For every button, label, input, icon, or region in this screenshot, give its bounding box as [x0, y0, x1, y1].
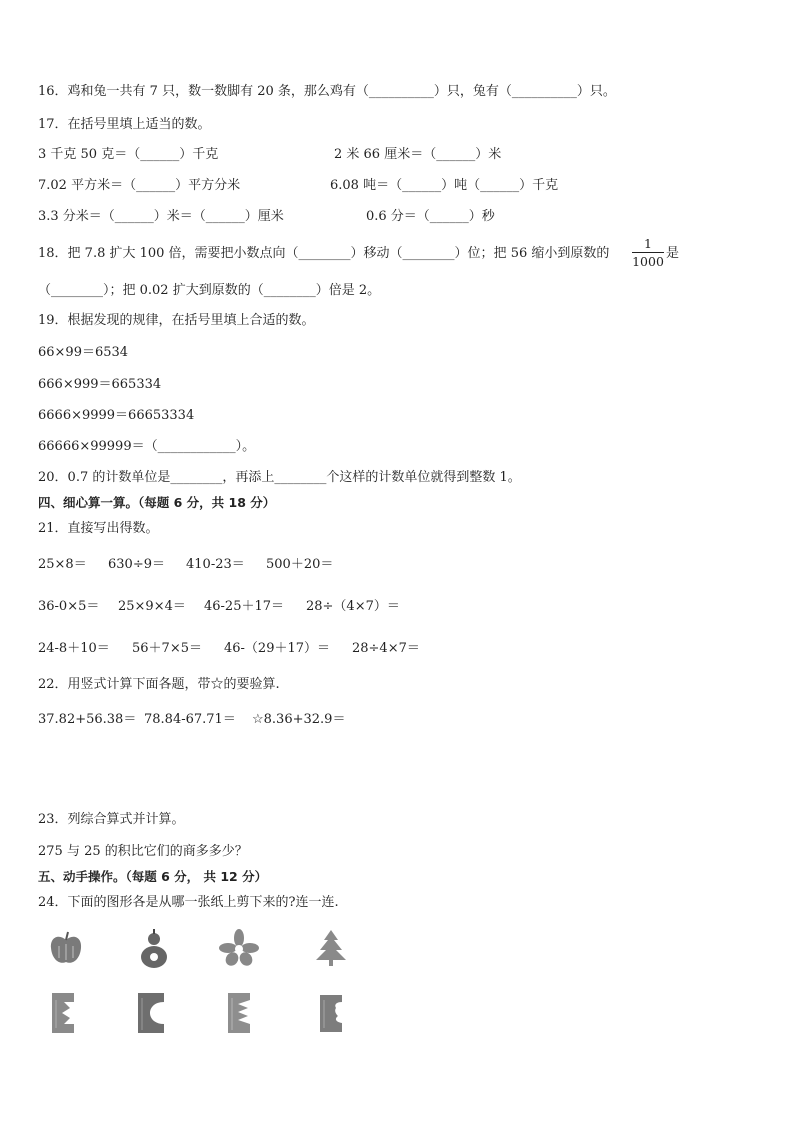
q19-title: 19．根据发现的规律，在括号里填上合适的数。: [38, 313, 315, 328]
q21-r1-c2: 630÷9＝: [108, 557, 165, 572]
q21-r2-c2: 25×9×4＝: [118, 599, 186, 614]
q19-pattern-2: 666×999＝665334: [38, 377, 162, 392]
q21-r1-c3: 410-23＝: [186, 557, 245, 572]
q18-fraction: [632, 236, 664, 269]
q21-r3-c1: 24-8＋10＝: [38, 641, 110, 656]
fraction-numerator: 1: [632, 236, 664, 253]
q18-line1: 18．把 7.8 扩大 100 倍，需要把小数点向（________）移动（________）位；把 56 缩小到原数的: [38, 246, 610, 261]
paper-piece-2-icon[interactable]: [134, 990, 170, 1036]
q17-title: 17．在括号里填上适当的数。: [38, 117, 211, 132]
q21-title: 21．直接写出得数。: [38, 521, 159, 536]
q19-pattern-1: 66×99＝6534: [38, 345, 129, 360]
flower-shape-icon[interactable]: [218, 928, 260, 968]
tree-shape-icon[interactable]: [312, 928, 350, 968]
fraction-denominator: 1000: [632, 254, 664, 269]
q17-row3-left: 3.3 分米＝（______）米＝（______）厘米: [38, 209, 284, 224]
q21-r3-c2: 56＋7×5＝: [132, 641, 202, 656]
q21-r3-c4: 28÷4×7＝: [352, 641, 420, 656]
q18-line2: （________）；把 0.02 扩大到原数的（________）倍是 2。: [38, 283, 381, 298]
section-4-heading: 四、细心算一算。（每题 6 分，共 18 分）: [38, 495, 276, 510]
q22-item-3: ☆8.36+32.9＝: [252, 712, 346, 727]
q22-title: 22．用竖式计算下面各题，带☆的要验算.: [38, 677, 280, 692]
q19-pattern-3: 6666×9999＝66653334: [38, 408, 195, 423]
q16: 16．鸡和兔一共有 7 只，数一数脚有 20 条，那么鸡有（__________）只，兔有（__________）只。: [38, 84, 616, 99]
paper-piece-1-icon[interactable]: [48, 990, 82, 1036]
paper-piece-4-icon[interactable]: [314, 990, 348, 1036]
q18-after-fraction: 是: [666, 246, 680, 261]
q17-row1-left: 3 千克 50 克＝（______）千克: [38, 147, 219, 162]
gourd-shape-icon[interactable]: [134, 928, 174, 970]
q21-r3-c3: 46-（29＋17）＝: [224, 641, 331, 656]
q17-row2-left: 7.02 平方米＝（______）平方分米: [38, 178, 241, 193]
q23-text: 275 与 25 的积比它们的商多多少？: [38, 844, 248, 859]
q20: 20．0.7 的计数单位是________，再添上________个这样的计数单位就得到整数 1。: [38, 470, 521, 485]
section-5-heading: 五、动手操作。（每题 6 分， 共 12 分）: [38, 869, 268, 884]
q21-r2-c3: 46-25＋17＝: [204, 599, 285, 614]
q21-r1-c4: 500＋20＝: [266, 557, 334, 572]
q21-r2-c4: 28÷（4×7）＝: [306, 599, 400, 614]
q17-row2-right: 6.08 吨＝（______）吨（______）千克: [330, 178, 559, 193]
apple-shape-icon[interactable]: [46, 928, 86, 968]
q24-title: 24．下面的图形各是从哪一张纸上剪下来的?连一连.: [38, 895, 339, 910]
q17-row3-right: 0.6 分＝（______）秒: [366, 209, 495, 224]
q19-pattern-4: 66666×99999＝（____________）。: [38, 439, 256, 454]
paper-piece-3-icon[interactable]: [224, 990, 258, 1036]
q21-r2-c1: 36-0×5＝: [38, 599, 100, 614]
q22-item-1: 37.82+56.38＝: [38, 712, 137, 727]
q22-item-2: 78.84-67.71＝: [144, 712, 236, 727]
q17-row1-right: 2 米 66 厘米＝（______）米: [334, 147, 502, 162]
q21-r1-c1: 25×8＝: [38, 557, 87, 572]
q23-title: 23．列综合算式并计算。: [38, 812, 185, 827]
